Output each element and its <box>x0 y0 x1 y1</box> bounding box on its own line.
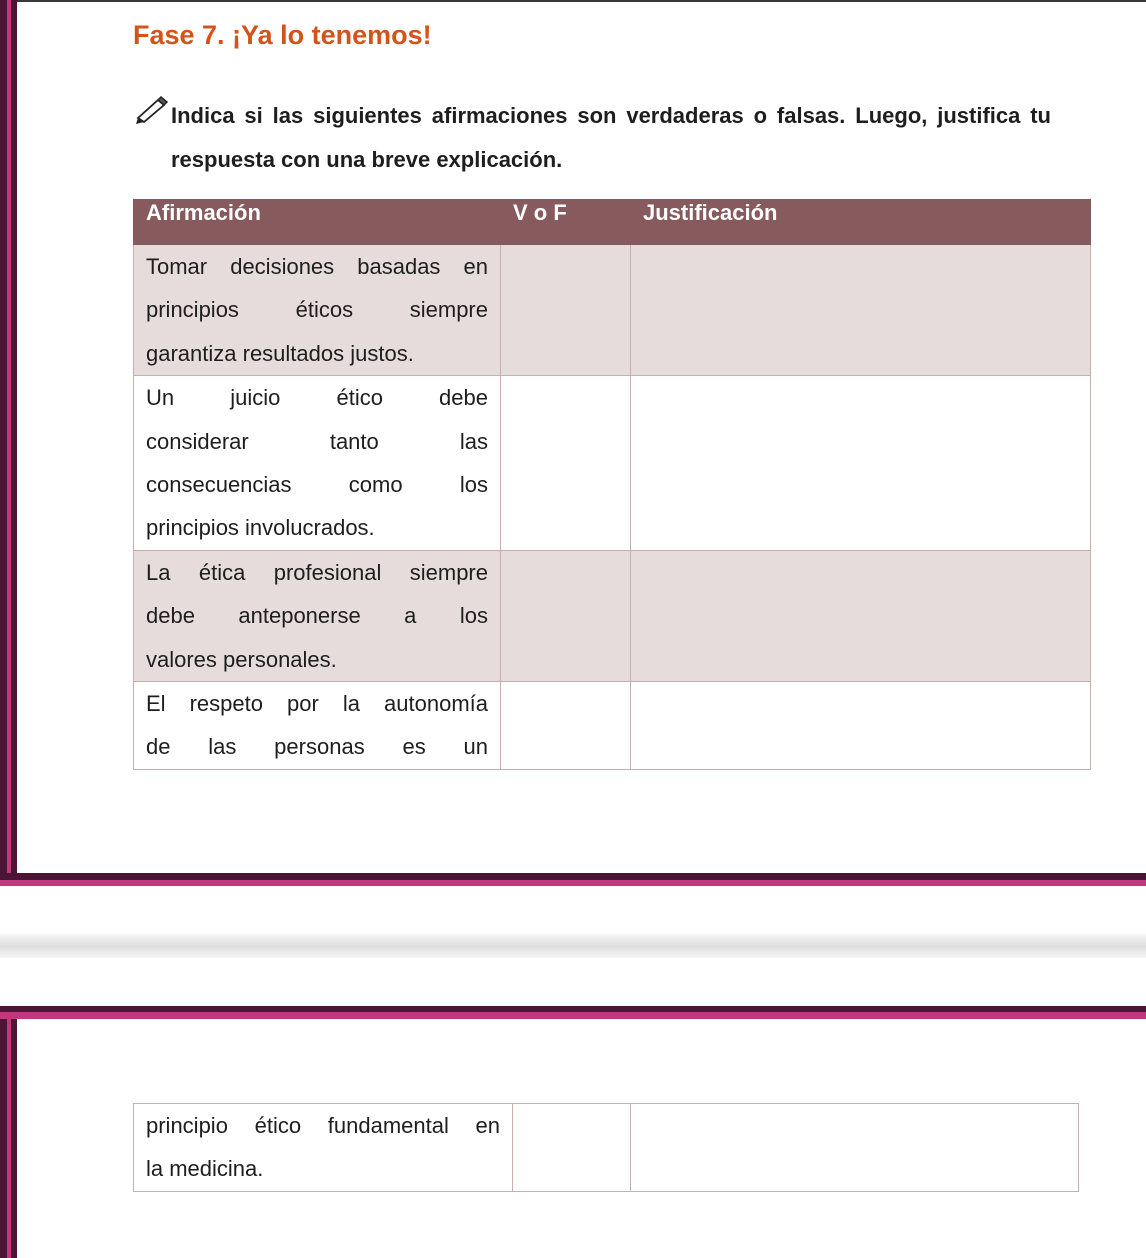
instruction-text: Indica si las siguientes afirmaciones son verdaderas o falsas. Luego, justifica tu respuesta con una breve explicación. <box>171 103 1051 172</box>
affirmation-cell <box>134 550 501 681</box>
affirmation-line: Un juicio ético debe <box>146 385 488 411</box>
true-false-cell[interactable] <box>501 550 631 681</box>
page-top-rule <box>0 1006 1146 1019</box>
affirmation-cell <box>134 1104 513 1192</box>
true-false-cell[interactable] <box>513 1104 631 1192</box>
page-title: Fase 7. ¡Ya lo tenemos! <box>133 20 432 50</box>
left-accent-bar <box>0 0 7 886</box>
left-accent-bar-inner <box>11 0 17 886</box>
worksheet-page-bottom <box>0 1006 1146 1258</box>
affirmation-line: principios éticos siempre <box>146 297 488 323</box>
affirmation-cell <box>134 376 501 551</box>
true-false-cell[interactable] <box>501 245 631 376</box>
affirmation-line: garantiza resultados justos. <box>146 340 414 366</box>
true-false-cell[interactable] <box>501 376 631 551</box>
affirmation-line: La ética profesional siempre <box>146 559 488 585</box>
affirmation-line: El respeto por la autonomía <box>146 691 488 717</box>
page-bottom-rule <box>0 873 1146 886</box>
affirmation-line: debe anteponerse a los <box>146 603 488 629</box>
table-row <box>134 376 1091 551</box>
affirmation-line: consecuencias como los <box>146 472 488 498</box>
affirmation-line: de las personas es un <box>146 734 488 760</box>
justification-cell[interactable] <box>631 682 1091 770</box>
page-separator <box>0 886 1146 1006</box>
justification-cell[interactable] <box>631 376 1091 551</box>
true-false-cell[interactable] <box>501 682 631 770</box>
table-row <box>134 682 1091 770</box>
affirmation-line: la medicina. <box>146 1156 264 1182</box>
left-accent-bar <box>0 1006 7 1258</box>
affirmation-line: principio ético fundamental en <box>146 1113 500 1138</box>
affirmation-line: principios involucrados. <box>146 515 375 541</box>
header-affirmation: Afirmación <box>134 200 501 245</box>
top-border-line <box>0 0 1146 2</box>
statements-table <box>133 199 1091 770</box>
affirmation-cell <box>134 682 501 770</box>
affirmation-line: Tomar decisiones basadas en <box>146 254 488 279</box>
table-row <box>134 245 1091 376</box>
header-true-false: V o F <box>501 200 631 245</box>
table-row <box>134 1104 1079 1192</box>
table-row <box>134 550 1091 681</box>
left-accent-bar-inner <box>11 1006 17 1258</box>
header-justification: Justificación <box>631 200 1091 245</box>
affirmation-line: valores personales. <box>146 646 337 672</box>
pencil-icon <box>134 94 170 124</box>
justification-cell[interactable] <box>631 1104 1079 1192</box>
affirmation-cell <box>134 245 501 376</box>
justification-cell[interactable] <box>631 550 1091 681</box>
justification-cell[interactable] <box>631 245 1091 376</box>
affirmation-line: considerar tanto las <box>146 428 488 454</box>
statements-table-continued <box>133 1103 1079 1192</box>
